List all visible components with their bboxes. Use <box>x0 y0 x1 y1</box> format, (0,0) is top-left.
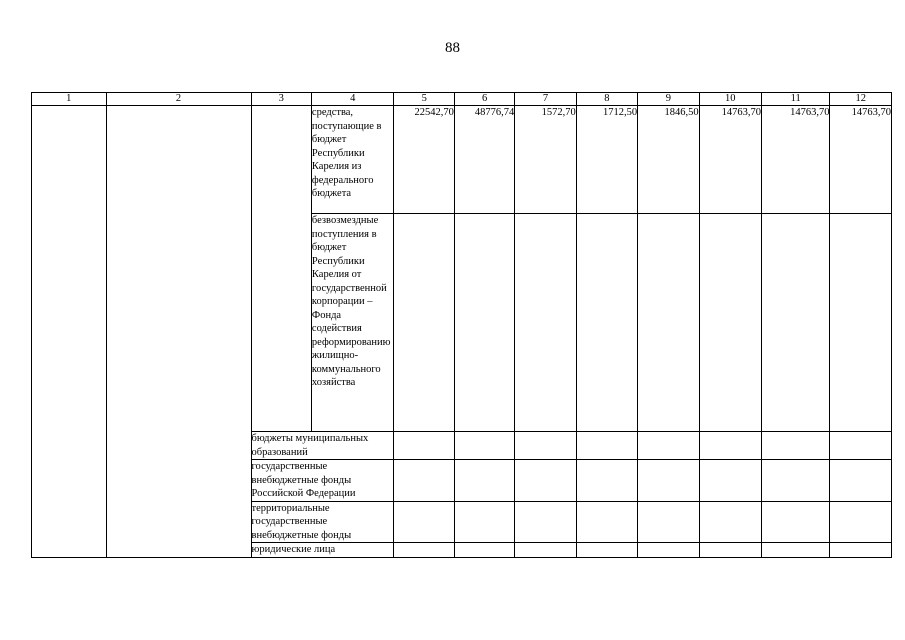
empty-cell <box>454 543 514 558</box>
column-header-2: 2 <box>106 93 251 106</box>
empty-cell <box>576 501 637 543</box>
empty-cell <box>454 501 514 543</box>
empty-cell <box>515 460 576 502</box>
column-header-8: 8 <box>576 93 637 106</box>
empty-cell <box>394 501 454 543</box>
empty-cell <box>638 432 699 460</box>
empty-cell <box>515 432 576 460</box>
empty-cell <box>576 543 637 558</box>
column-header-9: 9 <box>638 93 699 106</box>
source-label-municipal: бюджеты муниципальных образований <box>251 432 394 460</box>
empty-cell <box>699 214 761 432</box>
source-label-legal-entities: юридические лица <box>251 543 394 558</box>
value-col-6: 48776,74 <box>454 106 514 214</box>
empty-cell <box>830 432 892 460</box>
column-header-10: 10 <box>699 93 761 106</box>
value-col-9: 1846,50 <box>638 106 699 214</box>
source-label-offbudget-territorial: территориальные государственные внебюджетные фонды <box>251 501 394 543</box>
empty-cell <box>830 543 892 558</box>
empty-cell <box>454 460 514 502</box>
empty-cell <box>638 501 699 543</box>
empty-cell <box>699 460 761 502</box>
empty-cell <box>699 501 761 543</box>
empty-cell <box>576 432 637 460</box>
empty-cell <box>761 432 829 460</box>
source-label-offbudget-federal: государственные внебюджетные фонды Российской Федерации <box>251 460 394 502</box>
empty-cell <box>761 543 829 558</box>
empty-cell <box>638 460 699 502</box>
empty-cell <box>454 432 514 460</box>
value-col-7: 1572,70 <box>515 106 576 214</box>
empty-cell <box>394 543 454 558</box>
empty-cell <box>761 501 829 543</box>
value-col-11: 14763,70 <box>761 106 829 214</box>
empty-cell <box>830 501 892 543</box>
column-header-11: 11 <box>761 93 829 106</box>
empty-cell <box>638 214 699 432</box>
value-col-5: 22542,70 <box>394 106 454 214</box>
column-header-6: 6 <box>454 93 514 106</box>
empty-cell <box>638 543 699 558</box>
column-header-3: 3 <box>251 93 311 106</box>
column-header-5: 5 <box>394 93 454 106</box>
empty-cell <box>761 460 829 502</box>
empty-cell <box>454 214 514 432</box>
column-1-cell <box>32 106 107 558</box>
empty-cell <box>830 214 892 432</box>
column-2-cell <box>106 106 251 558</box>
empty-cell <box>394 214 454 432</box>
source-label-fund: безвозмездные поступления в бюджет Республики Карелия от государственной корпорации – Фонда содействия реформированию жилищно-коммунального хозяйства <box>311 214 394 432</box>
empty-cell <box>515 543 576 558</box>
budget-table <box>31 92 892 558</box>
empty-cell <box>515 501 576 543</box>
column-header-7: 7 <box>515 93 576 106</box>
value-col-12: 14763,70 <box>830 106 892 214</box>
empty-cell <box>830 460 892 502</box>
empty-cell <box>699 432 761 460</box>
empty-cell <box>576 460 637 502</box>
empty-cell <box>515 214 576 432</box>
table-row-federal <box>32 106 892 214</box>
column-header-4: 4 <box>311 93 394 106</box>
empty-cell <box>394 460 454 502</box>
value-col-10: 14763,70 <box>699 106 761 214</box>
column-header-12: 12 <box>830 93 892 106</box>
source-label-federal: средства, поступающие в бюджет Республики Карелия из федерального бюджета <box>311 106 394 214</box>
empty-cell <box>576 214 637 432</box>
column-3-cell <box>251 106 311 432</box>
header-row <box>32 93 892 106</box>
empty-cell <box>394 432 454 460</box>
value-col-8: 1712,50 <box>576 106 637 214</box>
page-number: 88 <box>445 40 460 56</box>
empty-cell <box>699 543 761 558</box>
empty-cell <box>761 214 829 432</box>
column-header-1: 1 <box>32 93 107 106</box>
